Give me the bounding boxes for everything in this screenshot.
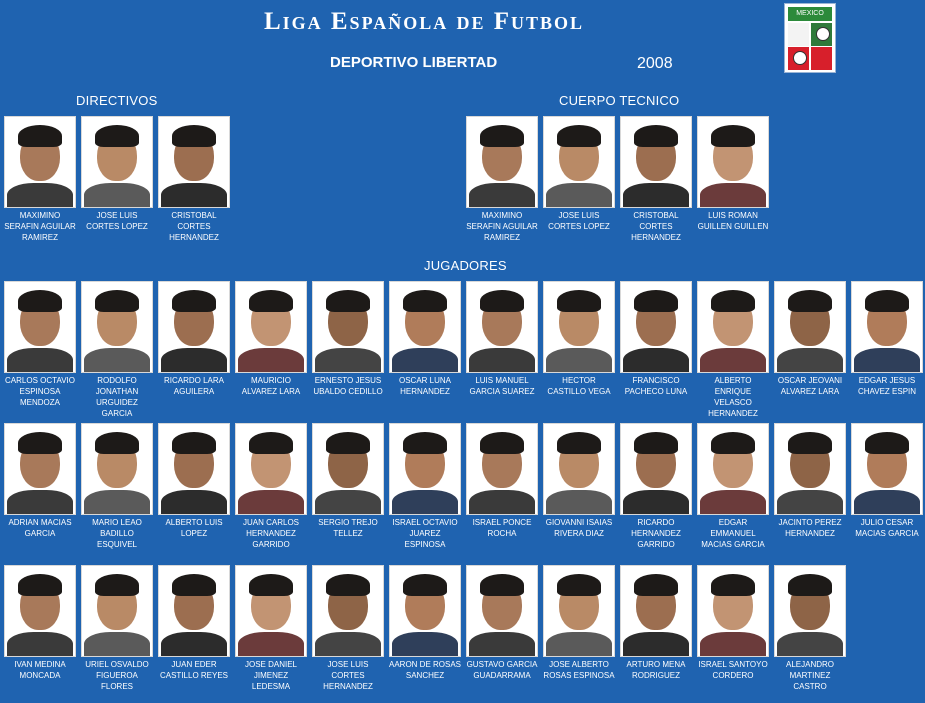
person-name: ISRAEL OCTAVIO JUAREZ ESPINOSA bbox=[392, 518, 458, 549]
jugadores-card bbox=[620, 565, 692, 681]
section-label-cuerpo-tecnico: CUERPO TECNICO bbox=[559, 93, 680, 108]
person-name: MARIO LEAO BADILLO ESQUIVEL bbox=[92, 518, 142, 549]
jugadores-card bbox=[158, 423, 230, 539]
jugadores-card bbox=[774, 423, 846, 539]
page-title: Liga Española de Futbol bbox=[263, 8, 585, 35]
directivos-card bbox=[158, 116, 230, 243]
jugadores-card bbox=[235, 423, 307, 550]
player-photo bbox=[158, 281, 230, 373]
jugadores-card bbox=[312, 423, 384, 539]
person-name: JOSE LUIS CORTES LOPEZ bbox=[548, 211, 610, 231]
player-photo bbox=[620, 423, 692, 515]
player-photo bbox=[235, 565, 307, 657]
jugadores-card bbox=[466, 423, 538, 539]
jugadores-card bbox=[158, 565, 230, 681]
person-name: SERGIO TREJO TELLEZ bbox=[318, 518, 378, 538]
jugadores-card bbox=[774, 565, 846, 692]
person-name: CARLOS OCTAVIO ESPINOSA MENDOZA bbox=[5, 376, 75, 407]
jugadores-card bbox=[620, 423, 692, 550]
person-name: JACINTO PEREZ HERNANDEZ bbox=[778, 518, 842, 538]
player-photo bbox=[543, 423, 615, 515]
jugadores-card bbox=[312, 565, 384, 692]
player-photo bbox=[312, 423, 384, 515]
player-photo bbox=[620, 565, 692, 657]
jugadores-card bbox=[158, 281, 230, 397]
crest-label: MEXICO bbox=[796, 10, 824, 17]
jugadores-card bbox=[466, 565, 538, 681]
cuerpo_tecnico-card bbox=[543, 116, 615, 232]
person-name: ARTURO MENA RODRIGUEZ bbox=[626, 660, 686, 680]
section-label-directivos: DIRECTIVOS bbox=[76, 93, 158, 108]
person-name: MAURICIO ALVAREZ LARA bbox=[241, 376, 301, 396]
person-name: URIEL OSVALDO FIGUEROA FLORES bbox=[85, 660, 149, 691]
jugadores-card bbox=[851, 281, 923, 397]
player-photo bbox=[389, 423, 461, 515]
person-name: JOSE ALBERTO ROSAS ESPINOSA bbox=[543, 660, 615, 680]
person-name: CRISTOBAL CORTES HERNANDEZ bbox=[169, 211, 219, 242]
player-photo bbox=[543, 116, 615, 208]
person-name: GUSTAVO GARCIA GUADARRAMA bbox=[466, 660, 538, 680]
jugadores-card bbox=[4, 423, 76, 539]
jugadores-card bbox=[389, 423, 461, 550]
player-photo bbox=[81, 423, 153, 515]
person-name: ALEJANDRO MARTINEZ CASTRO bbox=[785, 660, 834, 691]
player-photo bbox=[81, 116, 153, 208]
person-name: LUIS MANUEL GARCIA SUAREZ bbox=[469, 376, 535, 396]
player-photo bbox=[81, 281, 153, 373]
player-photo bbox=[4, 565, 76, 657]
jugadores-card bbox=[774, 281, 846, 397]
player-photo bbox=[312, 281, 384, 373]
jugadores-card bbox=[4, 565, 76, 681]
person-name: JUAN CARLOS HERNANDEZ GARRIDO bbox=[242, 518, 299, 549]
person-name: ERNESTO JESUS UBALDO CEDILLO bbox=[313, 376, 383, 396]
person-name: EDGAR EMMANUEL MACIAS GARCIA bbox=[701, 518, 765, 549]
jugadores-card bbox=[543, 565, 615, 681]
player-photo bbox=[466, 116, 538, 208]
player-photo bbox=[158, 565, 230, 657]
person-name: CRISTOBAL CORTES HERNANDEZ bbox=[631, 211, 681, 242]
player-photo bbox=[851, 281, 923, 373]
jugadores-card bbox=[235, 565, 307, 692]
cuerpo_tecnico-card bbox=[697, 116, 769, 232]
jugadores-card bbox=[81, 423, 153, 550]
player-photo bbox=[389, 565, 461, 657]
jugadores-card bbox=[697, 423, 769, 550]
player-photo bbox=[851, 423, 923, 515]
jugadores-card bbox=[851, 423, 923, 539]
player-photo bbox=[466, 565, 538, 657]
person-name: MAXIMINO SERAFIN AGUILAR RAMIREZ bbox=[466, 211, 538, 242]
player-photo bbox=[697, 281, 769, 373]
jugadores-card bbox=[389, 281, 461, 397]
person-name: JOSE DANIEL JIMENEZ LEDESMA bbox=[244, 660, 297, 691]
player-photo bbox=[466, 423, 538, 515]
team-name: DEPORTIVO LIBERTAD bbox=[330, 54, 498, 71]
player-photo bbox=[620, 116, 692, 208]
jugadores-card bbox=[312, 281, 384, 397]
team-crest-logo bbox=[784, 3, 836, 73]
person-name: OSCAR LUNA HERNANDEZ bbox=[398, 376, 451, 396]
player-photo bbox=[774, 423, 846, 515]
person-name: GIOVANNI ISAIAS RIVERA DIAZ bbox=[545, 518, 613, 538]
cuerpo_tecnico-card bbox=[466, 116, 538, 243]
player-photo bbox=[312, 565, 384, 657]
person-name: RICARDO LARA AGUILERA bbox=[163, 376, 224, 396]
person-name: EDGAR JESUS CHAVEZ ESPIN bbox=[857, 376, 917, 396]
player-photo bbox=[466, 281, 538, 373]
cuerpo_tecnico-card bbox=[620, 116, 692, 243]
jugadores-card bbox=[235, 281, 307, 397]
player-photo bbox=[235, 281, 307, 373]
person-name: AARON DE ROSAS SANCHEZ bbox=[389, 660, 462, 680]
person-name: LUIS ROMAN GUILLEN GUILLEN bbox=[697, 211, 769, 231]
player-photo bbox=[543, 565, 615, 657]
person-name: OSCAR JEOVANI ALVAREZ LARA bbox=[777, 376, 843, 396]
player-photo bbox=[158, 423, 230, 515]
person-name: JOSE LUIS CORTES LOPEZ bbox=[86, 211, 148, 231]
person-name: ALBERTO ENRIQUE VELASCO HERNANDEZ bbox=[708, 376, 758, 418]
jugadores-card bbox=[81, 281, 153, 419]
jugadores-card bbox=[620, 281, 692, 397]
person-name: RODOLFO JONATHAN URGUIDEZ GARCIA bbox=[95, 376, 139, 418]
person-name: FRANCISCO PACHECO LUNA bbox=[624, 376, 688, 396]
player-photo bbox=[543, 281, 615, 373]
directivos-card bbox=[81, 116, 153, 232]
player-photo bbox=[774, 281, 846, 373]
person-name: ISRAEL PONCE ROCHA bbox=[472, 518, 532, 538]
player-photo bbox=[81, 565, 153, 657]
player-photo bbox=[4, 423, 76, 515]
jugadores-card bbox=[697, 565, 769, 681]
player-photo bbox=[4, 116, 76, 208]
player-photo bbox=[4, 281, 76, 373]
person-name: JOSE LUIS CORTES HERNANDEZ bbox=[323, 660, 373, 691]
jugadores-card bbox=[466, 281, 538, 397]
jugadores-card bbox=[389, 565, 461, 681]
person-name: ADRIAN MACIAS GARCIA bbox=[8, 518, 72, 538]
player-photo bbox=[235, 423, 307, 515]
jugadores-card bbox=[543, 423, 615, 539]
person-name: IVAN MEDINA MONCADA bbox=[14, 660, 66, 680]
player-photo bbox=[697, 116, 769, 208]
jugadores-card bbox=[697, 281, 769, 419]
section-label-jugadores: JUGADORES bbox=[424, 258, 507, 273]
person-name: JULIO CESAR MACIAS GARCIA bbox=[855, 518, 919, 538]
person-name: HECTOR CASTILLO VEGA bbox=[547, 376, 611, 396]
player-photo bbox=[697, 423, 769, 515]
player-photo bbox=[620, 281, 692, 373]
player-photo bbox=[697, 565, 769, 657]
season-year: 2008 bbox=[637, 55, 673, 72]
player-photo bbox=[774, 565, 846, 657]
person-name: JUAN EDER CASTILLO REYES bbox=[159, 660, 229, 680]
jugadores-card bbox=[4, 281, 76, 408]
person-name: ISRAEL SANTOYO CORDERO bbox=[698, 660, 768, 680]
person-name: ALBERTO LUIS LOPEZ bbox=[165, 518, 223, 538]
player-photo bbox=[389, 281, 461, 373]
jugadores-card bbox=[81, 565, 153, 692]
player-photo bbox=[158, 116, 230, 208]
person-name: RICARDO HERNANDEZ GARRIDO bbox=[631, 518, 681, 549]
directivos-card bbox=[4, 116, 76, 243]
jugadores-card bbox=[543, 281, 615, 397]
person-name: MAXIMINO SERAFIN AGUILAR RAMIREZ bbox=[4, 211, 76, 242]
